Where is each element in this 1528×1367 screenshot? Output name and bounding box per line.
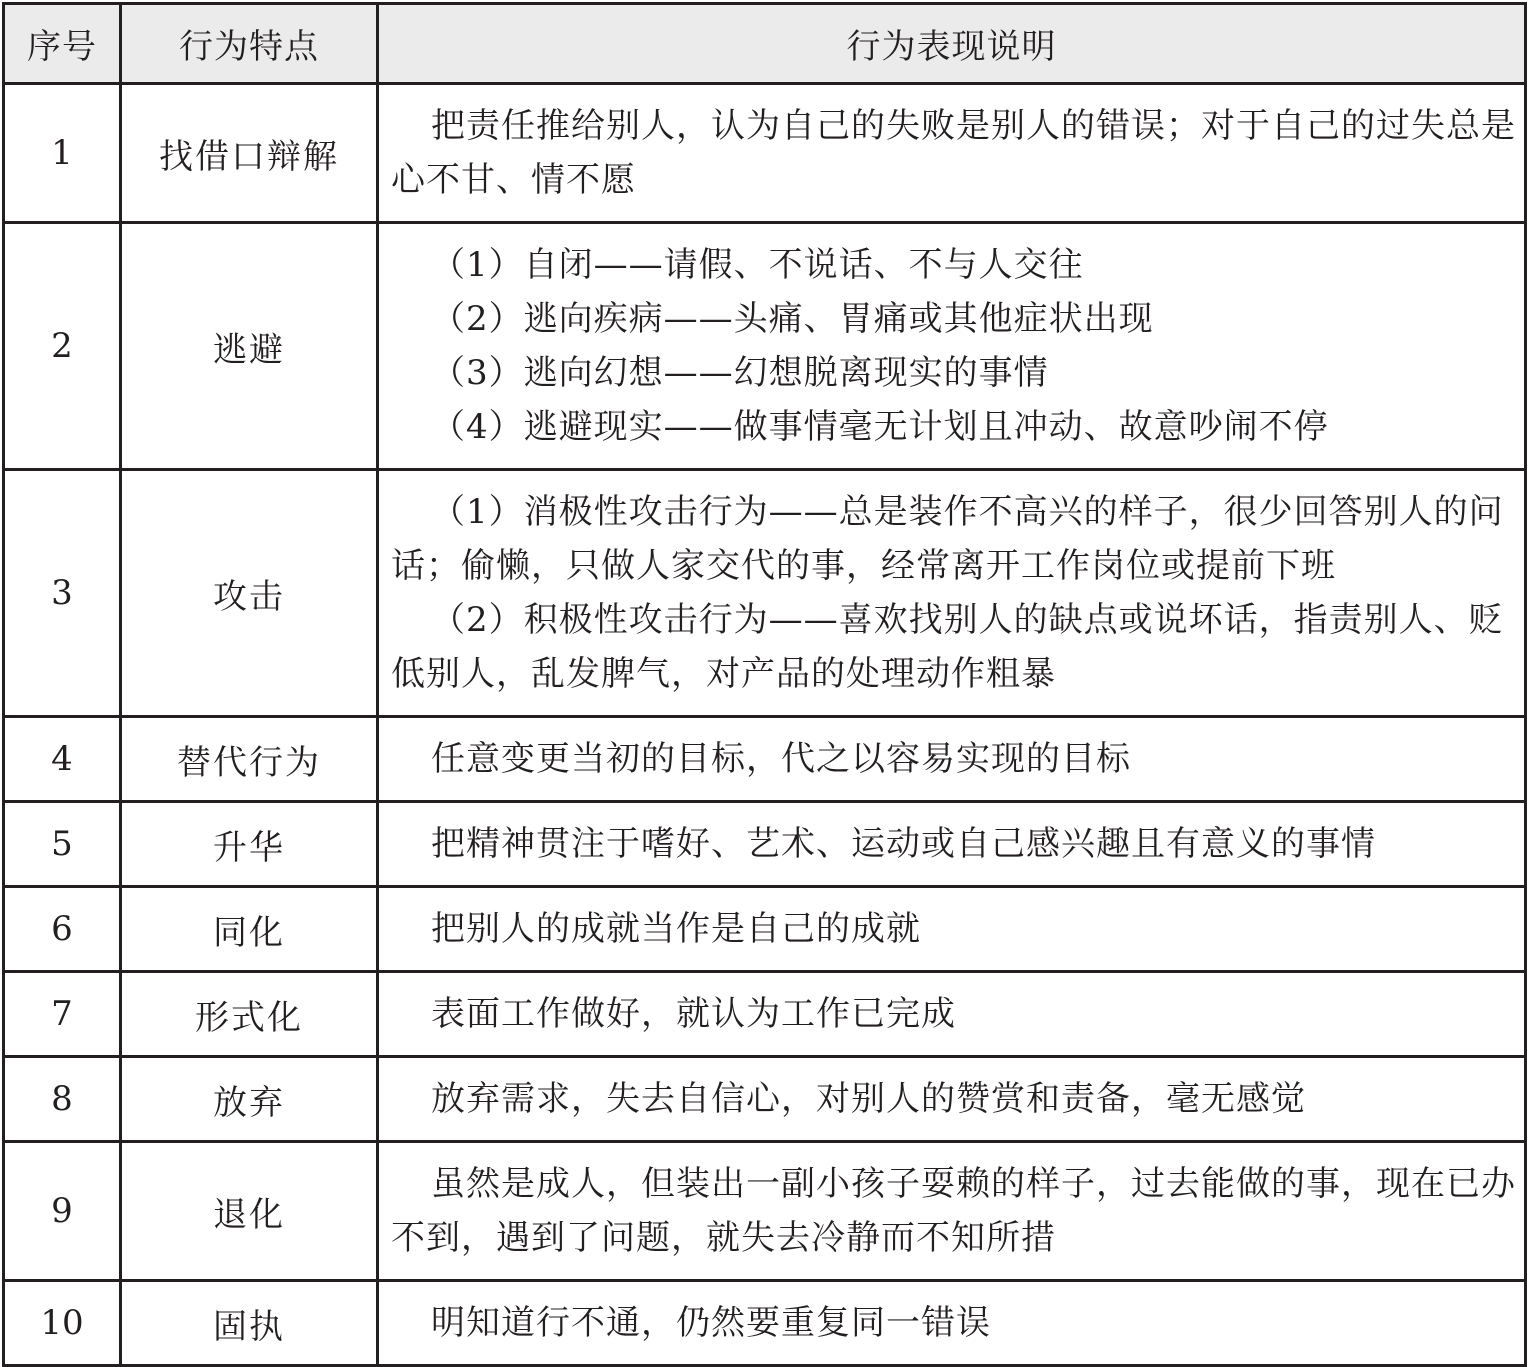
behavior-table xyxy=(2,2,1527,1367)
table-row xyxy=(4,84,1526,223)
description-line: 明知道行不通，仍然要重复同一错误 xyxy=(431,1303,991,1343)
row-number: 2 xyxy=(4,223,121,470)
description-line: 把别人的成就当作是自己的成就 xyxy=(431,909,921,949)
description-line: （3）逃向幻想——幻想脱离现实的事情 xyxy=(431,353,1049,393)
header-no: 序号 xyxy=(4,4,121,84)
row-number: 10 xyxy=(4,1281,121,1366)
row-number: 5 xyxy=(4,802,121,887)
row-description xyxy=(378,1281,1526,1366)
header-trait: 行为特点 xyxy=(121,4,378,84)
row-description xyxy=(378,1142,1526,1281)
description-line: 虽然是成人，但装出一副小孩子耍赖的样子，过去能做的事，现在已办不到，遇到了问题，就失去冷静而不知所措 xyxy=(391,1164,1516,1258)
row-number: 1 xyxy=(4,84,121,223)
description-line: （2）积极性攻击行为——喜欢找别人的缺点或说坏话，指责别人、贬低别人，乱发脾气，对产品的处理动作粗暴 xyxy=(391,600,1504,694)
row-number: 4 xyxy=(4,717,121,802)
description-line: （4）逃避现实——做事情毫无计划且冲动、故意吵闹不停 xyxy=(431,407,1329,447)
description-line: （1）消极性攻击行为——总是装作不高兴的样子，很少回答别人的问话；偷懒，只做人家交代的事，经常离开工作岗位或提前下班 xyxy=(391,492,1504,586)
table-row xyxy=(4,223,1526,470)
table-row xyxy=(4,802,1526,887)
description-line: 放弃需求，失去自信心，对别人的赞赏和责备，毫无感觉 xyxy=(431,1079,1306,1119)
header-desc: 行为表现说明 xyxy=(378,4,1526,84)
row-description xyxy=(378,887,1526,972)
row-description xyxy=(378,1057,1526,1142)
header-row xyxy=(4,4,1526,84)
row-trait: 攻击 xyxy=(121,470,378,717)
row-trait: 找借口辩解 xyxy=(121,84,378,223)
table-row xyxy=(4,1142,1526,1281)
table-body xyxy=(4,84,1526,1366)
row-description xyxy=(378,84,1526,223)
table-row xyxy=(4,1057,1526,1142)
table-row xyxy=(4,887,1526,972)
row-description xyxy=(378,972,1526,1057)
description-line: （2）逃向疾病——头痛、胃痛或其他症状出现 xyxy=(431,299,1154,339)
row-number: 9 xyxy=(4,1142,121,1281)
description-line: （1）自闭——请假、不说话、不与人交往 xyxy=(431,245,1084,285)
description-line: 把责任推给别人，认为自己的失败是别人的错误；对于自己的过失总是心不甘、情不愿 xyxy=(391,106,1516,200)
table-header xyxy=(4,4,1526,84)
row-number: 6 xyxy=(4,887,121,972)
row-description xyxy=(378,802,1526,887)
row-description xyxy=(378,717,1526,802)
row-number: 8 xyxy=(4,1057,121,1142)
table-row xyxy=(4,717,1526,802)
table-row xyxy=(4,470,1526,717)
row-description xyxy=(378,470,1526,717)
row-trait: 固执 xyxy=(121,1281,378,1366)
description-line: 表面工作做好，就认为工作已完成 xyxy=(431,994,956,1034)
description-line: 把精神贯注于嗜好、艺术、运动或自己感兴趣且有意义的事情 xyxy=(431,824,1376,864)
row-trait: 形式化 xyxy=(121,972,378,1057)
row-number: 3 xyxy=(4,470,121,717)
row-trait: 升华 xyxy=(121,802,378,887)
description-line: 任意变更当初的目标，代之以容易实现的目标 xyxy=(431,739,1131,779)
row-trait: 放弃 xyxy=(121,1057,378,1142)
row-trait: 退化 xyxy=(121,1142,378,1281)
table-row xyxy=(4,972,1526,1057)
row-number: 7 xyxy=(4,972,121,1057)
row-trait: 同化 xyxy=(121,887,378,972)
table-row xyxy=(4,1281,1526,1366)
row-trait: 替代行为 xyxy=(121,717,378,802)
row-trait: 逃避 xyxy=(121,223,378,470)
row-description xyxy=(378,223,1526,470)
